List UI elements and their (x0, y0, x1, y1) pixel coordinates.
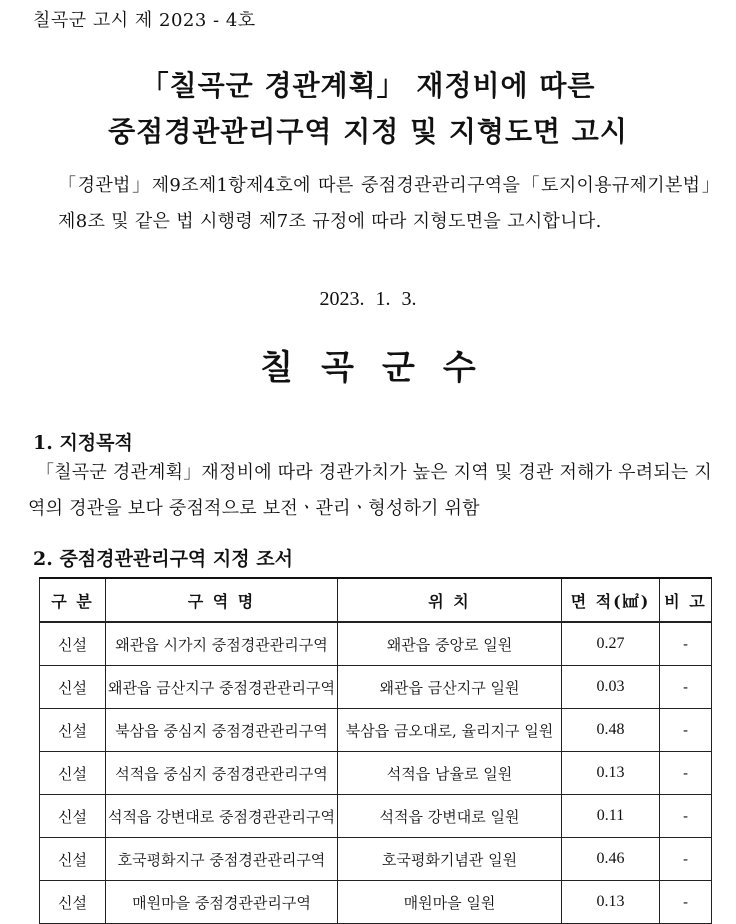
intro-paragraph: 「경관법」제9조제1항제4호에 따른 중점경관관리구역을「토지이용규제기본법」제8조 및 같은 법 시행령 제7조 규정에 따라 지형도면을 고시합니다. (58, 175, 720, 232)
cell-category: 신설 (40, 881, 106, 924)
document-title-line-1: 「칠곡군 경관계획」 재정비에 따른 (140, 69, 596, 102)
section-1-body: 「칠곡군 경관계획」재정비에 따라 경관가치가 높은 지역 및 경관 저해가 우려되는 지역의 경관을 보다 중점적으로 보전ㆍ관리ㆍ형성하기 위함 (28, 462, 713, 519)
cell-zone-name: 호국평화지구 중점경관관리구역 (106, 838, 338, 881)
table-row (40, 795, 712, 838)
column-header-area: 면 적(㎢) (562, 578, 660, 622)
cell-location: 왜관읍 중앙로 일원 (338, 622, 562, 666)
cell-location: 석적읍 남율로 일원 (338, 752, 562, 795)
section-2-heading: 2. 중점경관관리구역 지정 조서 (33, 548, 293, 570)
section-1-heading: 1. 지정목적 (33, 432, 133, 454)
table-row (40, 666, 712, 709)
cell-remarks: - (660, 666, 712, 709)
cell-area: 0.13 (562, 881, 660, 924)
cell-zone-name: 왜관읍 금산지구 중점경관관리구역 (106, 666, 338, 709)
cell-category: 신설 (40, 838, 106, 881)
cell-remarks: - (660, 795, 712, 838)
cell-location: 매원마을 일원 (338, 881, 562, 924)
notice-date: 2023. 1. 3. (319, 288, 417, 310)
cell-zone-name: 석적읍 강변대로 중점경관관리구역 (106, 795, 338, 838)
cell-location: 북삼읍 금오대로, 율리지구 일원 (338, 709, 562, 752)
designation-table (39, 577, 712, 924)
cell-area: 0.46 (562, 838, 660, 881)
cell-zone-name: 석적읍 중심지 중점경관관리구역 (106, 752, 338, 795)
cell-area: 0.03 (562, 666, 660, 709)
cell-area: 0.11 (562, 795, 660, 838)
cell-zone-name: 왜관읍 시가지 중점경관관리구역 (106, 622, 338, 666)
table-row (40, 622, 712, 666)
cell-category: 신설 (40, 795, 106, 838)
cell-location: 석적읍 강변대로 일원 (338, 795, 562, 838)
cell-category: 신설 (40, 666, 106, 709)
cell-category: 신설 (40, 709, 106, 752)
issuer-name: 칠곡군수 (260, 348, 504, 388)
cell-remarks: - (660, 881, 712, 924)
column-header-category: 구 분 (40, 578, 106, 622)
cell-zone-name: 매원마을 중점경관관리구역 (106, 881, 338, 924)
cell-zone-name: 북삼읍 중심지 중점경관관리구역 (106, 709, 338, 752)
table-row (40, 752, 712, 795)
table-header-row (40, 578, 712, 622)
cell-area: 0.27 (562, 622, 660, 666)
table-row (40, 881, 712, 924)
cell-category: 신설 (40, 622, 106, 666)
cell-area: 0.13 (562, 752, 660, 795)
column-header-location: 위 치 (338, 578, 562, 622)
cell-remarks: - (660, 838, 712, 881)
column-header-remarks: 비 고 (660, 578, 712, 622)
column-header-zone-name: 구 역 명 (106, 578, 338, 622)
cell-area: 0.48 (562, 709, 660, 752)
cell-location: 왜관읍 금산지구 일원 (338, 666, 562, 709)
document-title-line-2: 중점경관관리구역 지정 및 지형도면 고시 (108, 115, 628, 148)
cell-remarks: - (660, 709, 712, 752)
cell-category: 신설 (40, 752, 106, 795)
cell-location: 호국평화기념관 일원 (338, 838, 562, 881)
table-row (40, 838, 712, 881)
table-row (40, 709, 712, 752)
cell-remarks: - (660, 622, 712, 666)
cell-remarks: - (660, 752, 712, 795)
notice-number: 칠곡군 고시 제 2023 - 4호 (33, 10, 256, 31)
